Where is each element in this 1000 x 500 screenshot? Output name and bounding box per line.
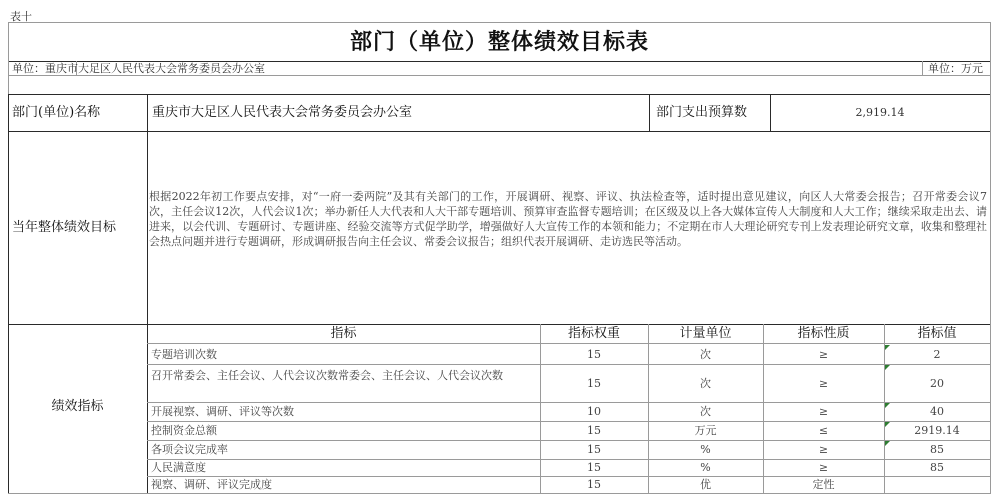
- row-indicator: 控制资金总额: [151, 424, 217, 437]
- table-row: [147, 422, 990, 440]
- perf-label: 绩效指标: [51, 399, 104, 414]
- goal-text: 根据2022年初工作要点安排，对“一府一委两院”及其有关部门的工作，开展调研、视察、评议、执法检查等，适时提出意见建议，向区人大常委会报告；召开常委会议7次，主任会议12次，人代会议1次；举办新任人大代表和人大干部专题培训、预算审查监督专题培训；在区级及以上各大媒体宣传人大制度和人大工作；继续采取走出去、请进来，以会代训、专题研讨、专题讲座、经验交流等方式促学助学，增强做好人大宣传工作的本领和能力；不定期在市人大理论研究专刊上发表理论研究文章，收集和整理社会热点问题并进行专题调研，形成调研报告向主任会议、常委会议报告；组织代表开展调研、走访选民等活动。: [149, 190, 987, 248]
- row-value: 2919.14: [914, 424, 960, 437]
- header-unit: 计量单位: [679, 326, 732, 341]
- table-row: [147, 365, 990, 402]
- row-indicator: 人民满意度: [151, 461, 206, 474]
- row-weight: 15: [587, 348, 601, 361]
- row-unit: 次: [700, 405, 711, 418]
- row-value: 85: [930, 461, 944, 474]
- row-weight: 15: [587, 461, 601, 474]
- row-indicator: 专题培训次数: [151, 348, 217, 361]
- header-indicator: 指标: [330, 326, 357, 341]
- row-unit: 万元: [694, 424, 717, 437]
- row-indicator: 视察、调研、评议完成度: [151, 478, 272, 491]
- row-unit: %: [700, 443, 711, 456]
- goal-label: 当年整体绩效目标: [12, 220, 117, 235]
- row-weight: 15: [587, 424, 601, 437]
- row-weight: 15: [587, 443, 601, 456]
- row-nature: ≥: [818, 348, 829, 361]
- table-row: [147, 441, 990, 459]
- page-title: 部门（单位）整体绩效目标表: [349, 29, 649, 55]
- dept-name-label: 部门(单位)名称: [12, 105, 101, 120]
- row-unit: 次: [700, 377, 711, 390]
- row-unit: 次: [700, 348, 711, 361]
- row-indicator: 召开常委会、主任会议、人代会议次数常委会、主任会议、人代会议次数: [151, 369, 503, 382]
- row-value: 40: [930, 405, 944, 418]
- row-nature: ≥: [818, 443, 829, 456]
- row-nature: ≤: [818, 424, 829, 437]
- row-value: 2: [933, 348, 941, 361]
- row-unit: 优: [700, 478, 711, 491]
- dept-name-value: 重庆市大足区人民代表大会常务委员会办公室: [152, 105, 413, 120]
- row-indicator: 开展视察、调研、评议等次数: [151, 405, 294, 418]
- row-value: 20: [930, 377, 944, 390]
- table-row: [147, 477, 990, 493]
- header-value: 指标值: [917, 326, 957, 341]
- row-unit: %: [700, 461, 711, 474]
- row-nature: ≥: [818, 461, 829, 474]
- header-weight: 指标权重: [567, 326, 620, 341]
- row-nature: ≥: [818, 377, 829, 390]
- table-row: [147, 460, 990, 476]
- budget-value: 2,919.14: [855, 106, 905, 119]
- row-nature: ≥: [818, 405, 829, 418]
- row-weight: 15: [587, 478, 601, 491]
- row-nature: 定性: [812, 478, 835, 491]
- table-row: [147, 345, 990, 364]
- row-weight: 15: [587, 377, 601, 390]
- table-number: 表十: [10, 10, 32, 23]
- table-row: [147, 403, 990, 421]
- row-indicator: 各项会议完成率: [151, 443, 228, 456]
- budget-label: 部门支出预算数: [656, 105, 748, 120]
- money-unit-label: 单位：万元: [928, 62, 983, 75]
- header-nature: 指标性质: [797, 326, 850, 341]
- org-unit-label: 单位：重庆市大足区人民代表大会常务委员会办公室: [12, 62, 265, 75]
- row-weight: 10: [587, 405, 601, 418]
- row-value: 85: [930, 443, 944, 456]
